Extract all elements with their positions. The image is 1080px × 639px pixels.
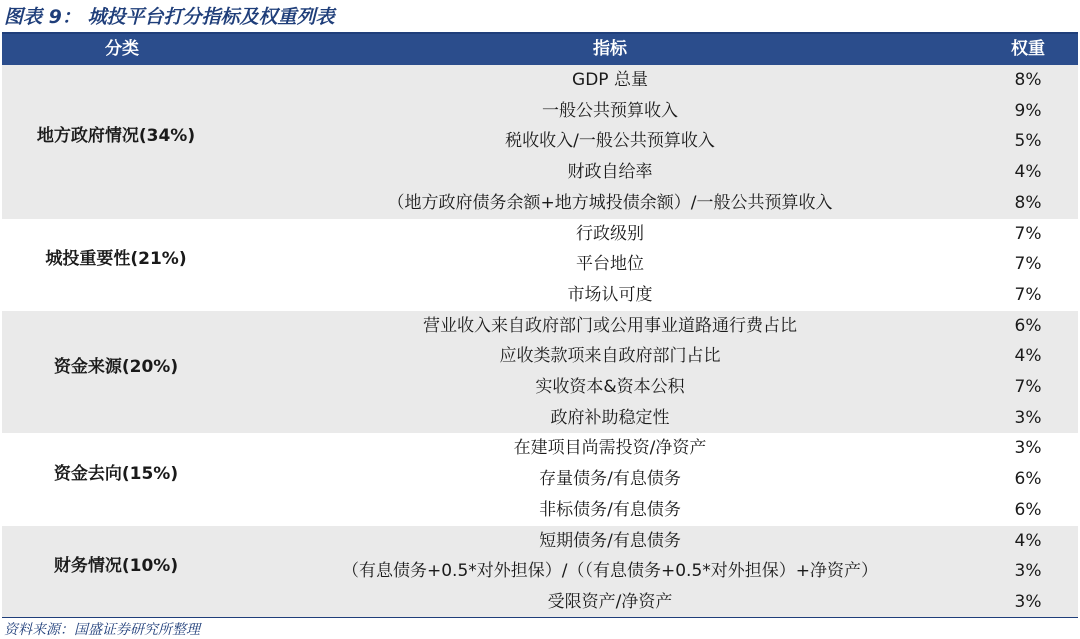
- weight-cell: 8%: [1014, 70, 1042, 90]
- figure-title: 图表 9： 城投平台打分指标及权重列表: [4, 6, 335, 28]
- indicator-cell: 短期债务/有息债务: [539, 530, 681, 551]
- header-category: 分类: [105, 39, 139, 59]
- weight-cell: 3%: [1014, 591, 1042, 612]
- indicator-cell: 实收资本&资本公积: [535, 376, 685, 397]
- table-row: [242, 126, 1078, 157]
- category-group: [2, 65, 1078, 219]
- weight-cell: 6%: [1014, 315, 1042, 336]
- category-label: 地方政府情况(34%): [36, 126, 196, 147]
- table-row: [242, 280, 1078, 311]
- weight-cell: 6%: [1014, 469, 1042, 490]
- category-label: 财务情况(10%): [53, 556, 179, 577]
- table-row: [242, 65, 1078, 96]
- weight-cell: 4%: [1014, 162, 1042, 183]
- weight-cell: 7%: [1014, 254, 1042, 275]
- table-row: [242, 464, 1078, 495]
- table-row: [242, 96, 1078, 127]
- weight-cell: 5%: [1014, 131, 1042, 152]
- indicator-cell: 财政自给率: [567, 162, 653, 183]
- weight-cell: 4%: [1014, 346, 1042, 367]
- table-row: [242, 372, 1078, 403]
- category-label: 资金来源(20%): [53, 356, 179, 377]
- weight-cell: 7%: [1014, 284, 1042, 305]
- table-row: [242, 219, 1078, 250]
- category-group: [2, 311, 1078, 434]
- table-row: [242, 311, 1078, 342]
- weight-cell: 7%: [1014, 376, 1042, 397]
- indicator-cell: 税收收入/一般公共预算收入: [505, 131, 715, 152]
- indicator-cell: GDP 总量: [572, 70, 648, 90]
- category-group: [2, 526, 1078, 618]
- weight-cell: 6%: [1014, 499, 1042, 520]
- table-header: [2, 34, 1078, 65]
- indicator-cell: 应收类款项来自政府部门占比: [499, 346, 721, 367]
- table-row: [242, 403, 1078, 434]
- table-row: [242, 587, 1078, 618]
- category-group: [2, 433, 1078, 525]
- header-indicator: 指标: [593, 39, 627, 59]
- indicator-cell: 营业收入来自政府部门或公用事业道路通行费占比: [423, 315, 797, 336]
- weight-cell: 7%: [1014, 223, 1042, 244]
- table-row: [242, 433, 1078, 464]
- indicator-cell: （地方政府债务余额+地方城投债余额）/一般公共预算收入: [387, 192, 833, 213]
- weight-cell: 8%: [1014, 192, 1042, 213]
- table-row: [242, 249, 1078, 280]
- indicator-cell: 在建项目尚需投资/净资产: [513, 438, 707, 459]
- indicator-cell: 非标债务/有息债务: [539, 499, 681, 520]
- category-label: 资金去向(15%): [53, 464, 179, 485]
- indicator-cell: 受限资产/净资产: [547, 591, 673, 612]
- indicator-cell: 存量债务/有息债务: [539, 469, 681, 490]
- table-row: [242, 341, 1078, 372]
- table-row: [242, 556, 1078, 587]
- weight-cell: 4%: [1014, 530, 1042, 551]
- weight-cell: 3%: [1014, 561, 1042, 582]
- indicator-cell: 市场认可度: [567, 284, 653, 305]
- indicator-cell: 平台地位: [576, 254, 644, 275]
- header-weight: 权重: [1011, 39, 1045, 59]
- table-row: [242, 526, 1078, 557]
- indicator-cell: （有息债务+0.5*对外担保）/（（有息债务+0.5*对外担保）+净资产）: [341, 561, 879, 582]
- source-note: 资料来源：国盛证券研究所整理: [4, 622, 200, 638]
- indicator-cell: 行政级别: [576, 223, 644, 244]
- category-group: [2, 219, 1078, 311]
- weight-cell: 3%: [1014, 407, 1042, 428]
- weight-cell: 3%: [1014, 438, 1042, 459]
- weight-cell: 9%: [1014, 100, 1042, 121]
- bottom-rule: [2, 617, 1078, 618]
- category-label: 城投重要性(21%): [45, 249, 187, 270]
- indicator-cell: 政府补助稳定性: [550, 407, 670, 428]
- table-row: [242, 495, 1078, 526]
- table-row: [242, 188, 1078, 219]
- indicator-cell: 一般公共预算收入: [542, 100, 678, 121]
- table-row: [242, 157, 1078, 188]
